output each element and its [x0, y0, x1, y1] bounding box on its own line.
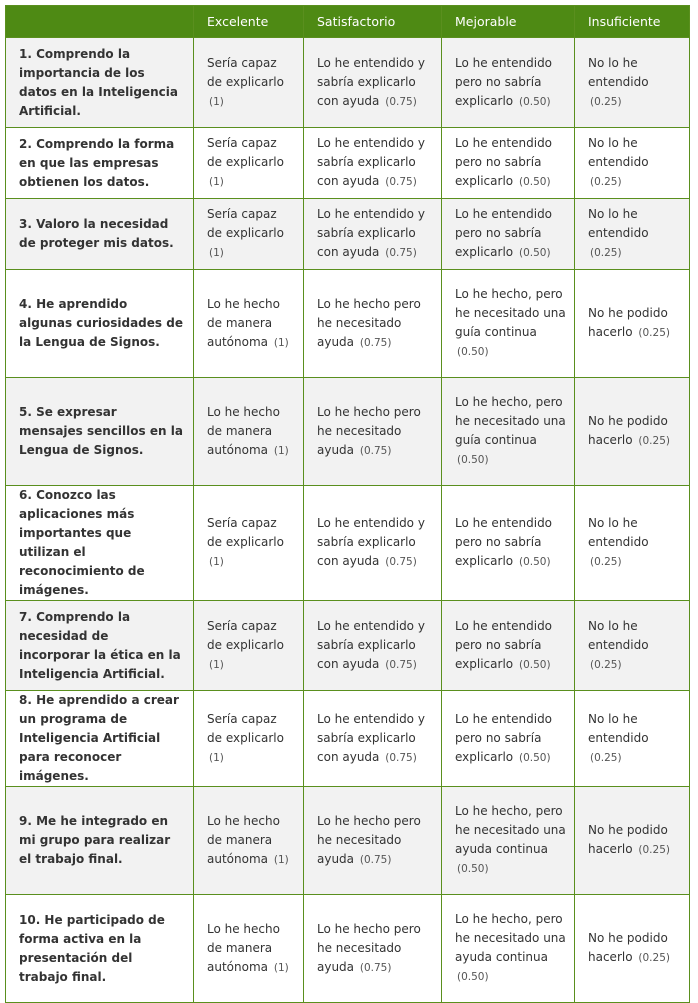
header-level-excelente: Excelente — [194, 6, 304, 38]
level-cell — [442, 378, 575, 486]
cell-text: Sería capaz de explicarlo — [207, 136, 284, 169]
level-cell — [194, 199, 304, 270]
cell-text: Lo he hecho, pero he necesitado una ayuda continua — [455, 804, 566, 856]
level-cell — [442, 486, 575, 601]
cell-score: ( 0.25 ) — [590, 556, 622, 568]
criterion-cell: 10. He participado de forma activa en la presentación del trabajo final. — [6, 895, 194, 1003]
cell-text: Lo he hecho de manera autónoma — [207, 921, 280, 974]
cell-text: Lo he hecho pero he necesitado ayuda — [317, 921, 421, 974]
cell-text: Lo he entendido pero no sabría explicarlo — [455, 516, 553, 568]
cell-text: No lo he entendido — [588, 55, 649, 89]
criterion-cell: 1. Comprendo la importancia de los datos en la Inteligencia Artificial. — [6, 38, 194, 128]
header-level-satisfactorio: Satisfactorio — [304, 6, 442, 38]
cell-text: No he podido hacerlo — [588, 306, 668, 339]
cell-score: ( 0.25 ) — [638, 844, 670, 856]
level-cell — [442, 38, 575, 128]
criterion-cell: 4. He aprendido algunas curiosidades de la Lengua de Signos. — [6, 270, 194, 378]
table-row — [6, 486, 690, 601]
level-cell — [575, 895, 690, 1003]
criterion-cell: 7. Comprendo la necesidad de incorporar la ética en la Inteligencia Artificial. — [6, 601, 194, 691]
level-cell — [304, 787, 442, 895]
cell-text: No lo he entendido — [588, 618, 649, 652]
cell-score: ( 1 ) — [274, 445, 289, 457]
header-row — [6, 6, 690, 38]
cell-text: Lo he entendido pero no sabría explicarlo — [455, 618, 553, 671]
level-cell — [442, 787, 575, 895]
cell-text: Lo he entendido pero no sabría explicarlo — [455, 207, 553, 259]
level-cell — [442, 199, 575, 270]
cell-score: ( 0.25 ) — [590, 659, 622, 671]
cell-text: Lo he entendido pero no sabría explicarlo — [455, 136, 553, 188]
cell-score: ( 0.50 ) — [519, 556, 551, 568]
level-cell — [575, 270, 690, 378]
cell-text: Lo he entendido y sabría explicarlo con ayuda — [317, 516, 425, 568]
level-cell — [575, 601, 690, 691]
cell-score: ( 0.75 ) — [385, 96, 417, 108]
level-cell — [304, 38, 442, 128]
level-cell — [304, 270, 442, 378]
cell-text: No he podido hacerlo — [588, 823, 668, 856]
header-level-insuficiente: Insuficiente — [575, 6, 690, 38]
criterion-cell: 6. Conozco las aplicaciones más importantes que utilizan el reconocimiento de imágenes. — [6, 486, 194, 601]
table-row — [6, 38, 690, 128]
cell-score: ( 0.25 ) — [590, 247, 622, 259]
cell-text: No lo he entendido — [588, 516, 649, 549]
table-row — [6, 128, 690, 199]
criterion-cell: 9. Me he integrado en mi grupo para realizar el trabajo final. — [6, 787, 194, 895]
cell-text: Lo he hecho pero he necesitado ayuda — [317, 813, 421, 866]
level-cell — [304, 691, 442, 787]
cell-text: No he podido hacerlo — [588, 931, 668, 964]
level-cell — [304, 378, 442, 486]
cell-text: Lo he hecho de manera autónoma — [207, 404, 280, 457]
level-cell — [194, 38, 304, 128]
level-cell — [442, 128, 575, 199]
cell-score: ( 0.50 ) — [519, 659, 551, 671]
header-level-mejorable: Mejorable — [442, 6, 575, 38]
cell-score: ( 0.75 ) — [385, 556, 417, 568]
cell-score: ( 1 ) — [209, 96, 224, 108]
cell-text: Sería capaz de explicarlo — [207, 55, 284, 89]
cell-text: Lo he hecho de manera autónoma — [207, 296, 280, 349]
cell-text: Lo he entendido y sabría explicarlo con ayuda — [317, 618, 425, 671]
level-cell — [575, 691, 690, 787]
cell-text: No he podido hacerlo — [588, 414, 668, 447]
cell-score: ( 0.50 ) — [457, 863, 489, 875]
cell-score: ( 0.75 ) — [385, 176, 417, 188]
cell-score: ( 0.25 ) — [638, 952, 670, 964]
cell-score: ( 1 ) — [274, 337, 289, 349]
cell-score: ( 0.75 ) — [360, 962, 392, 974]
criterion-cell: 5. Se expresar mensajes sencillos en la Lengua de Signos. — [6, 378, 194, 486]
cell-score: ( 0.75 ) — [385, 659, 417, 671]
cell-text: Sería capaz de explicarlo — [207, 711, 284, 745]
cell-score: ( 0.75 ) — [360, 854, 392, 866]
level-cell — [194, 691, 304, 787]
level-cell — [575, 128, 690, 199]
cell-text: Lo he hecho pero he necesitado ayuda — [317, 296, 421, 349]
cell-score: ( 0.75 ) — [360, 337, 392, 349]
table-row — [6, 199, 690, 270]
cell-score: ( 0.25 ) — [590, 752, 622, 764]
table-row — [6, 270, 690, 378]
cell-text: Lo he entendido y sabría explicarlo con ayuda — [317, 136, 425, 188]
cell-score: ( 1 ) — [209, 176, 224, 188]
cell-score: ( 0.25 ) — [590, 176, 622, 188]
cell-score: ( 0.50 ) — [457, 454, 489, 466]
criterion-cell: 8. He aprendido a crear un programa de Inteligencia Artificial para reconocer imágenes. — [6, 691, 194, 787]
cell-text: Lo he entendido y sabría explicarlo con ayuda — [317, 207, 425, 259]
cell-text: Lo he entendido y sabría explicarlo con ayuda — [317, 55, 425, 108]
cell-score: ( 0.50 ) — [519, 96, 551, 108]
cell-score: ( 0.25 ) — [590, 96, 622, 108]
cell-score: ( 1 ) — [209, 659, 224, 671]
cell-score: ( 1 ) — [274, 854, 289, 866]
cell-score: ( 1 ) — [274, 962, 289, 974]
cell-text: Sería capaz de explicarlo — [207, 207, 284, 240]
cell-score: ( 1 ) — [209, 556, 224, 568]
level-cell — [194, 128, 304, 199]
cell-score: ( 0.25 ) — [638, 435, 670, 447]
cell-score: ( 0.25 ) — [638, 327, 670, 339]
cell-text: No lo he entendido — [588, 136, 649, 169]
cell-text: Lo he hecho, pero he necesitado una guía continua — [455, 287, 566, 339]
cell-text: Lo he entendido pero no sabría explicarlo — [455, 55, 553, 108]
table-row — [6, 601, 690, 691]
cell-text: No lo he entendido — [588, 207, 649, 240]
cell-text: Sería capaz de explicarlo — [207, 516, 284, 549]
cell-score: ( 0.75 ) — [385, 247, 417, 259]
level-cell — [442, 691, 575, 787]
table-row — [6, 787, 690, 895]
level-cell — [194, 270, 304, 378]
cell-score: ( 1 ) — [209, 752, 224, 764]
cell-score: ( 0.50 ) — [519, 247, 551, 259]
cell-text: Lo he hecho de manera autónoma — [207, 813, 280, 866]
criterion-cell: 2. Comprendo la forma en que las empresas obtienen los datos. — [6, 128, 194, 199]
level-cell — [575, 38, 690, 128]
table-row — [6, 378, 690, 486]
level-cell — [442, 601, 575, 691]
level-cell — [194, 378, 304, 486]
level-cell — [304, 601, 442, 691]
level-cell — [194, 486, 304, 601]
cell-score: ( 0.50 ) — [519, 752, 551, 764]
level-cell — [575, 486, 690, 601]
cell-text: Sería capaz de explicarlo — [207, 618, 284, 652]
criterion-cell: 3. Valoro la necesidad de proteger mis datos. — [6, 199, 194, 270]
table-row — [6, 691, 690, 787]
level-cell — [194, 895, 304, 1003]
cell-score: ( 0.75 ) — [360, 445, 392, 457]
level-cell — [194, 601, 304, 691]
level-cell — [575, 378, 690, 486]
level-cell — [575, 199, 690, 270]
table-row — [6, 895, 690, 1003]
cell-score: ( 0.50 ) — [519, 176, 551, 188]
cell-text: No lo he entendido — [588, 711, 649, 745]
level-cell — [304, 199, 442, 270]
level-cell — [575, 787, 690, 895]
cell-score: ( 0.75 ) — [385, 752, 417, 764]
level-cell — [194, 787, 304, 895]
rubric-table — [5, 5, 690, 1003]
cell-text: Lo he entendido pero no sabría explicarlo — [455, 711, 553, 764]
rubric-container — [5, 5, 689, 1003]
cell-score: ( 0.50 ) — [457, 971, 489, 983]
level-cell — [442, 895, 575, 1003]
cell-score: ( 1 ) — [209, 247, 224, 259]
level-cell — [442, 270, 575, 378]
cell-text: Lo he hecho, pero he necesitado una ayuda continua — [455, 912, 566, 964]
level-cell — [304, 486, 442, 601]
level-cell — [304, 895, 442, 1003]
cell-text: Lo he hecho pero he necesitado ayuda — [317, 404, 421, 457]
level-cell — [304, 128, 442, 199]
cell-score: ( 0.50 ) — [457, 346, 489, 358]
cell-text: Lo he entendido y sabría explicarlo con ayuda — [317, 711, 425, 764]
cell-text: Lo he hecho, pero he necesitado una guía continua — [455, 395, 566, 447]
header-criterion — [6, 6, 194, 38]
